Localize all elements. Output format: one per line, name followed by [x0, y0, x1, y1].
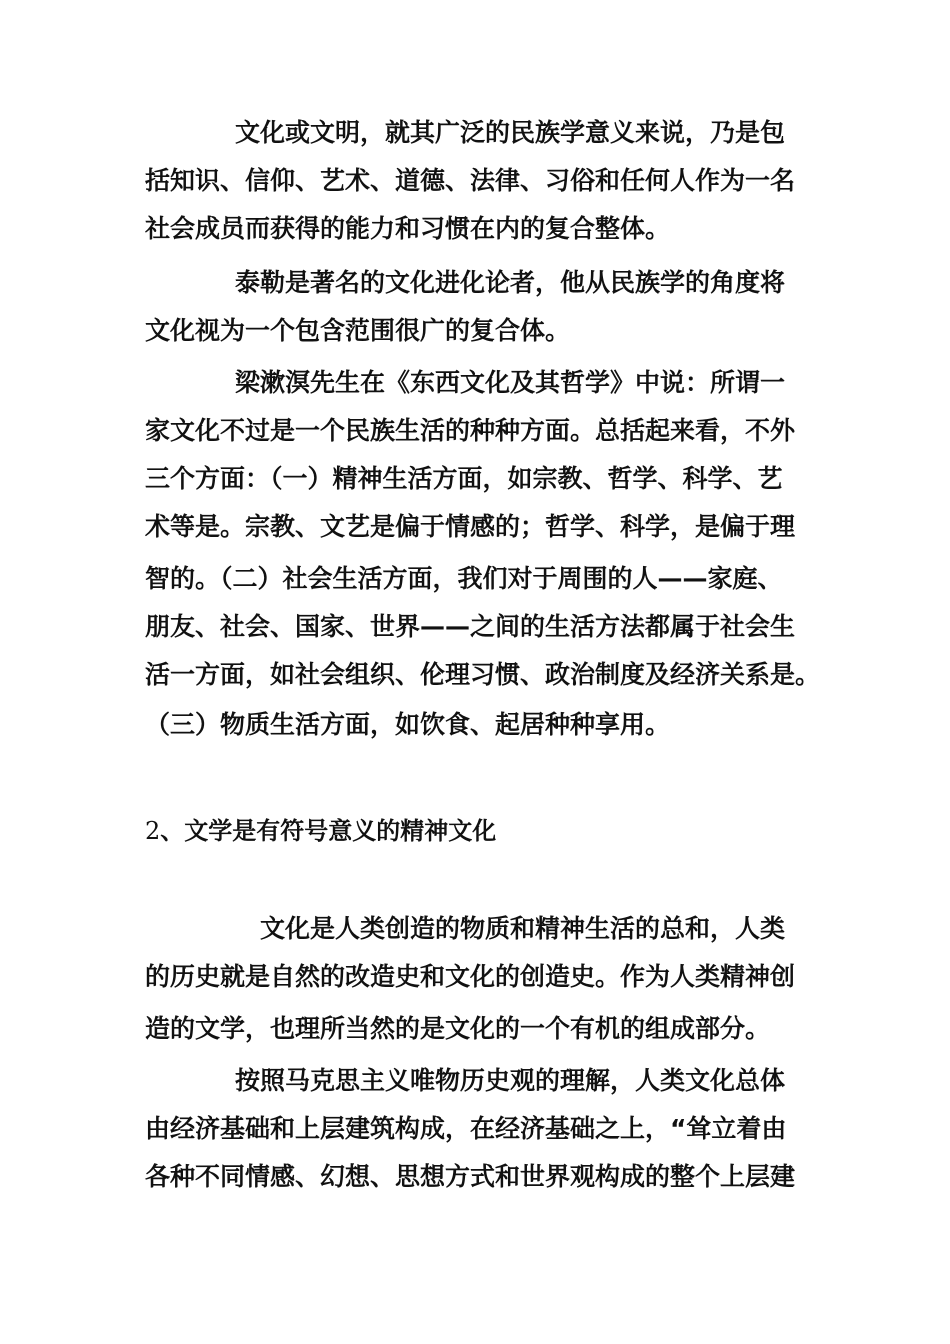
paragraph-line: 智的。（二）社会生活方面，我们对于周围的人——家庭、 [145, 564, 783, 593]
paragraph-line: 文化视为一个包含范围很广的复合体。 [145, 316, 571, 345]
paragraph-line: 文化或文明，就其广泛的民族学意义来说，乃是包 [235, 118, 786, 147]
paragraph-line: 由经济基础和上层建筑构成，在经济基础之上，“耸立着由 [145, 1114, 787, 1143]
paragraph-line: 三个方面：（一）精神生活方面，如宗教、哲学、科学、艺 [145, 464, 783, 493]
paragraph-line: 文化是人类创造的物质和精神生活的总和，人类 [260, 914, 786, 943]
paragraph-line: 的历史就是自然的改造史和文化的创造史。作为人类精神创 [145, 962, 796, 991]
paragraph-line: 朋友、社会、国家、世界——之间的生活方法都属于社会生 [145, 612, 796, 641]
paragraph-line: 按照马克思主义唯物历史观的理解，人类文化总体 [235, 1066, 786, 1095]
paragraph-line: 梁漱溟先生在《东西文化及其哲学》中说：所谓一 [235, 368, 786, 397]
paragraph-line: 造的文学，也理所当然的是文化的一个有机的组成部分。 [145, 1014, 771, 1043]
paragraph-line: 活一方面，如社会组织、伦理习惯、政治制度及经济关系是。 [145, 660, 821, 689]
paragraph-line: （三）物质生活方面，如饮食、起居种种享用。 [145, 710, 671, 739]
paragraph-line: 术等是。宗教、文艺是偏于情感的；哲学、科学，是偏于理 [145, 512, 796, 541]
paragraph-line: 各种不同情感、幻想、思想方式和世界观构成的整个上层建 [145, 1162, 796, 1191]
paragraph-line: 家文化不过是一个民族生活的种种方面。总括起来看，不外 [145, 416, 796, 445]
paragraph-line: 括知识、信仰、艺术、道德、法律、习俗和任何人作为一名 [145, 166, 796, 195]
section-number: 2 [145, 817, 161, 845]
section-title: 、文学是有符号意义的精神文化 [160, 817, 497, 845]
section-heading [145, 814, 815, 848]
paragraph-line: 社会成员而获得的能力和习惯在内的复合整体。 [145, 214, 671, 243]
paragraph-line: 泰勒是著名的文化进化论者，他从民族学的角度将 [235, 268, 786, 297]
